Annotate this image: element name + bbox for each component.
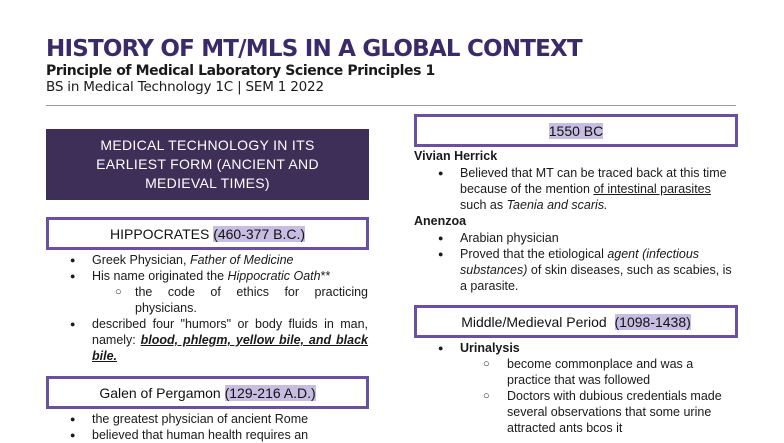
date-heading-box (414, 114, 738, 147)
list-item: ● believed that human health requires an (66, 427, 368, 443)
list-item: ● His name originated the Hippocratic Oath** (66, 268, 368, 284)
header-divider (46, 105, 736, 106)
galen-years: (129-216 A.D.) (224, 384, 316, 401)
galen-list (66, 411, 368, 443)
list-item: ● Arabian physician (434, 230, 734, 246)
list-item: ● the greatest physician of ancient Rome (66, 411, 368, 427)
course-line: BS in Medical Technology 1C | SEM 1 2022 (46, 79, 324, 95)
vivian-herrick-name: Vivian Herrick (414, 149, 498, 163)
date-heading-text: 1550 BC (548, 122, 604, 139)
list-item: ● described four "humors" or body fluids in man, namely: blood, phlegm, yellow bile, and black bile. (66, 316, 368, 364)
medieval-name: Middle/Medieval Period (461, 313, 607, 330)
medieval-years: (1098-1438) (614, 313, 691, 330)
galen-heading-box (46, 376, 369, 409)
medieval-list (434, 340, 734, 436)
vivian-list (434, 165, 734, 213)
list-item: ● Urinalysis (434, 340, 734, 356)
document-subtitle: Principle of Medical Laboratory Science Principles 1 (46, 63, 435, 79)
galen-name: Galen of Pergamon (99, 384, 221, 401)
medieval-heading-box (414, 305, 738, 338)
era-heading-box (46, 129, 369, 200)
document-title: HISTORY OF MT/MLS IN A GLOBAL CONTEXT (46, 36, 582, 62)
sub-list-item: ○ become commonplace and was a practice that was followed (434, 356, 734, 388)
list-item: ● Proved that the etiological agent (infectious substances) of skin diseases, such as scabies, is a parasite. (434, 246, 734, 294)
sub-list-item: ○ Doctors with dubious credentials made several observations that some urine attracted ants bcos it (434, 388, 734, 436)
list-item: ● Greek Physician, Father of Medicine (66, 252, 368, 268)
hippocrates-name: HIPPOCRATES (109, 225, 210, 242)
hippocrates-heading-box (46, 217, 369, 250)
anenzoa-name: Anenzoa (414, 214, 467, 228)
anenzoa-list (434, 230, 734, 294)
hippocrates-list (66, 252, 368, 364)
sub-list-item: ○ the code of ethics for practicing physicians. (66, 284, 368, 316)
hippocrates-years: (460-377 B.C.) (213, 225, 306, 242)
era-heading-text: MEDICAL TECHNOLOGY IN ITS EARLIEST FORM (ANCIENT AND MEDIEVAL TIMES) (96, 137, 319, 191)
list-item: ● Believed that MT can be traced back at this time because of the mention of intestinal parasites such as Taenia and scaris. (434, 165, 734, 213)
